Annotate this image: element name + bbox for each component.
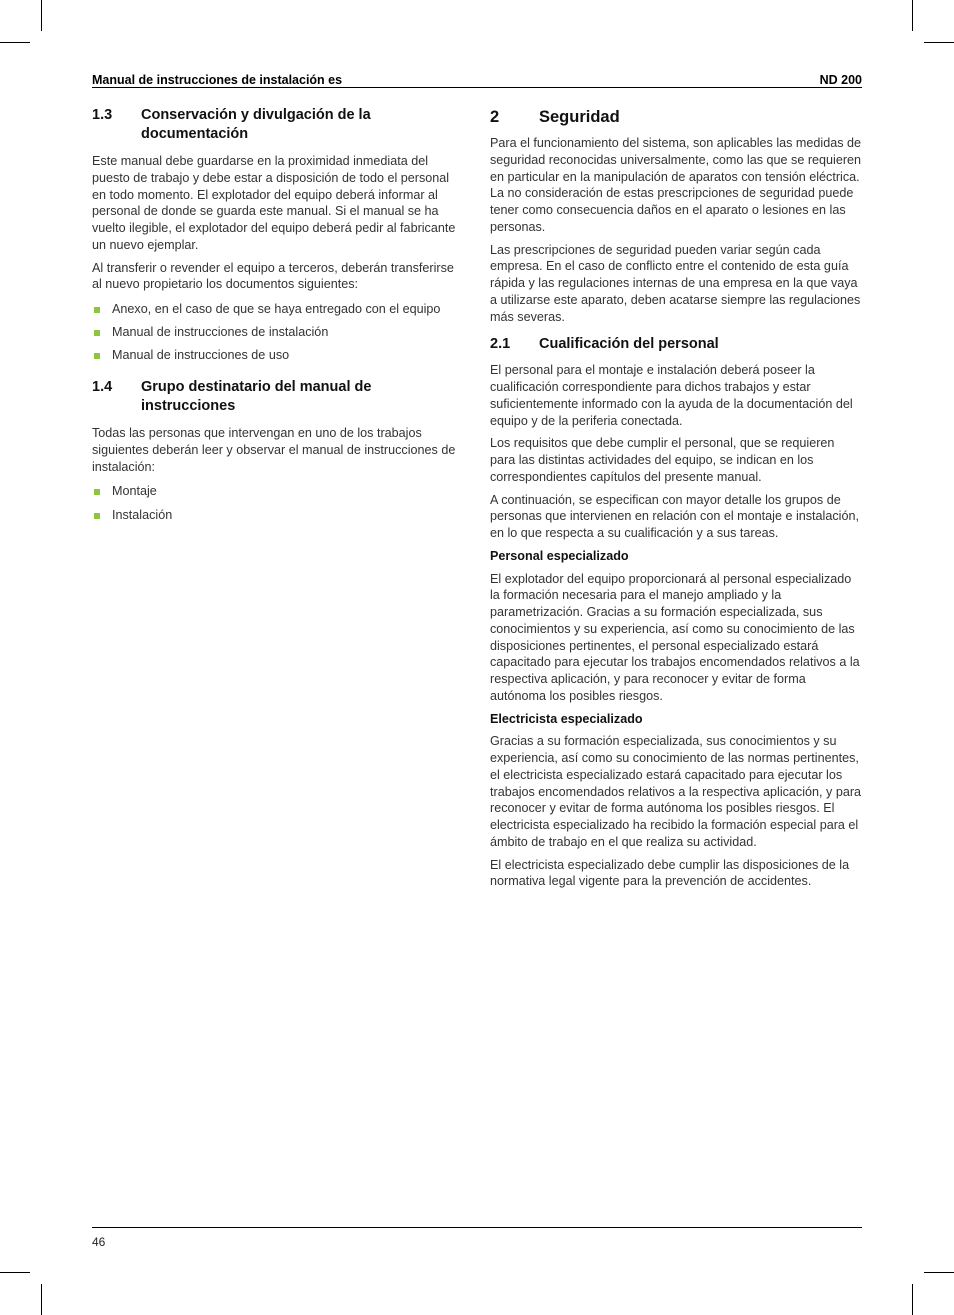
- left-column: [92, 106, 466, 525]
- crop-mark: [912, 0, 913, 31]
- bullet-icon: [94, 307, 100, 313]
- paragraph: Los requisitos que debe cumplir el personal, que se requieren para las distintas actividades del equipo, se indican en los correspondientes capítulos del presente manual.: [490, 436, 835, 484]
- section-title: Cualificación del personal: [539, 336, 719, 353]
- paragraph: El electricista especializado debe cumplir las disposiciones de la normativa legal vigente para la prevención de accidentes.: [490, 857, 850, 889]
- bullet-icon: [94, 513, 100, 519]
- list-item: Manual de instrucciones de uso: [92, 346, 466, 365]
- crop-mark: [0, 1272, 30, 1273]
- list-item: Instalación: [92, 506, 466, 525]
- right-column: [490, 106, 862, 890]
- task-list: [92, 482, 466, 525]
- list-item: Montaje: [92, 482, 466, 501]
- crop-mark: [0, 42, 30, 43]
- section-2-heading: [490, 106, 862, 128]
- bullet-icon: [94, 353, 100, 359]
- section-title: Conservación y divulgación de la documentación: [141, 107, 371, 142]
- paragraph: A continuación, se especifican con mayor detalle los grupos de personas que intervienen en relación con el montaje e instalación, en lo que respecta a su cualificación y a sus tareas.: [490, 492, 859, 540]
- section-title: Grupo destinatario del manual de instrucciones: [141, 379, 372, 414]
- paragraph: Las prescripciones de seguridad pueden variar según cada empresa. En el caso de conflicto entre el contenido de esta guía rápida y las regulaciones internas de una empresa en la que vaya a utilizarse este aparato, deben acatarse siempre las regulaciones más severas.: [490, 242, 861, 324]
- header-rule: [92, 87, 862, 88]
- crop-mark: [924, 1272, 954, 1273]
- section-1-4-heading: [92, 378, 466, 416]
- paragraph: El personal para el montaje e instalación deberá poseer la cualificación correspondiente para dichos trabajos y estar suficientemente informado con la ayuda de la documentación del equipo y de la periferia conectada.: [490, 363, 853, 428]
- paragraph: Todas las personas que intervengan en uno de los trabajos siguientes deberán leer y observar el manual de instrucciones de instalación:: [92, 426, 456, 474]
- paragraph: El explotador del equipo proporcionará al personal especializado la formación necesaria para el manejo ampliado y la parametrización. Gracias a su formación especializada, sus conocimientos y su experiencia, así como su conocimiento de las disposiciones pertinentes, el personal especializado estará capacitado para ejecutar los trabajos encomendados relativos a la respectiva aplicación, y para reconocer y evitar de forma autónoma los posibles riesgos.: [490, 571, 860, 703]
- model-name: ND 200: [819, 73, 862, 87]
- bullet-icon: [94, 489, 100, 495]
- document-list: [92, 300, 466, 365]
- bullet-icon: [94, 330, 100, 336]
- section-title: Seguridad: [539, 108, 620, 126]
- paragraph: Este manual debe guardarse en la proximidad inmediata del puesto de trabajo y debe estar a disposición de todo el personal en todo momento. El explotador del equipo deberá informar al personal de donde se guarda este manual. Si el manual se ha vuelto ilegible, el explotador del equipo deberá pedir al fabricante un nuevo ejemplar.: [92, 154, 456, 252]
- section-number: 1.3: [92, 107, 113, 123]
- section-1-3-heading: [92, 106, 466, 144]
- document-title: Manual de instrucciones de instalación es: [92, 73, 343, 87]
- section-number: 2: [490, 108, 500, 126]
- page-number: 46: [92, 1235, 106, 1249]
- crop-mark: [924, 42, 954, 43]
- crop-mark: [912, 1284, 913, 1315]
- footer-rule: [92, 1227, 862, 1228]
- paragraph: Gracias a su formación especializada, sus conocimientos y su experiencia, así como su conocimiento de las normas pertinentes, el electricista especializado estará capacitado para ejecutar los trabajos encomendados relativos a la respectiva aplicación, y para reconocer y evitar de forma autónoma los posibles riesgos. El electricista especializado ha recibido la formación especial para el ámbito de trabajo en el que realiza su actividad.: [490, 734, 862, 849]
- subheading-electricista-especializado: Electricista especializado: [490, 711, 643, 726]
- section-number: 1.4: [92, 379, 113, 395]
- paragraph: Al transferir o revender el equipo a terceros, deberán transferirse al nuevo propietario los documentos siguientes:: [92, 260, 454, 292]
- subheading-personal-especializado: Personal especializado: [490, 548, 629, 563]
- running-header: [92, 69, 862, 87]
- section-2-1-heading: [490, 335, 862, 354]
- crop-mark: [41, 1284, 42, 1315]
- section-number: 2.1: [490, 336, 511, 353]
- list-item: Manual de instrucciones de instalación: [92, 323, 466, 342]
- paragraph: Para el funcionamiento del sistema, son aplicables las medidas de seguridad reconocidas universalmente, como las que se requieren en particular en la manipulación de aparatos con tensión eléctrica. La no consideración de estas prescripciones de seguridad puede tener como consecuencia daños en el aparato o lesiones en las personas.: [490, 136, 862, 234]
- crop-mark: [41, 0, 42, 31]
- list-item: Anexo, en el caso de que se haya entregado con el equipo: [92, 300, 466, 319]
